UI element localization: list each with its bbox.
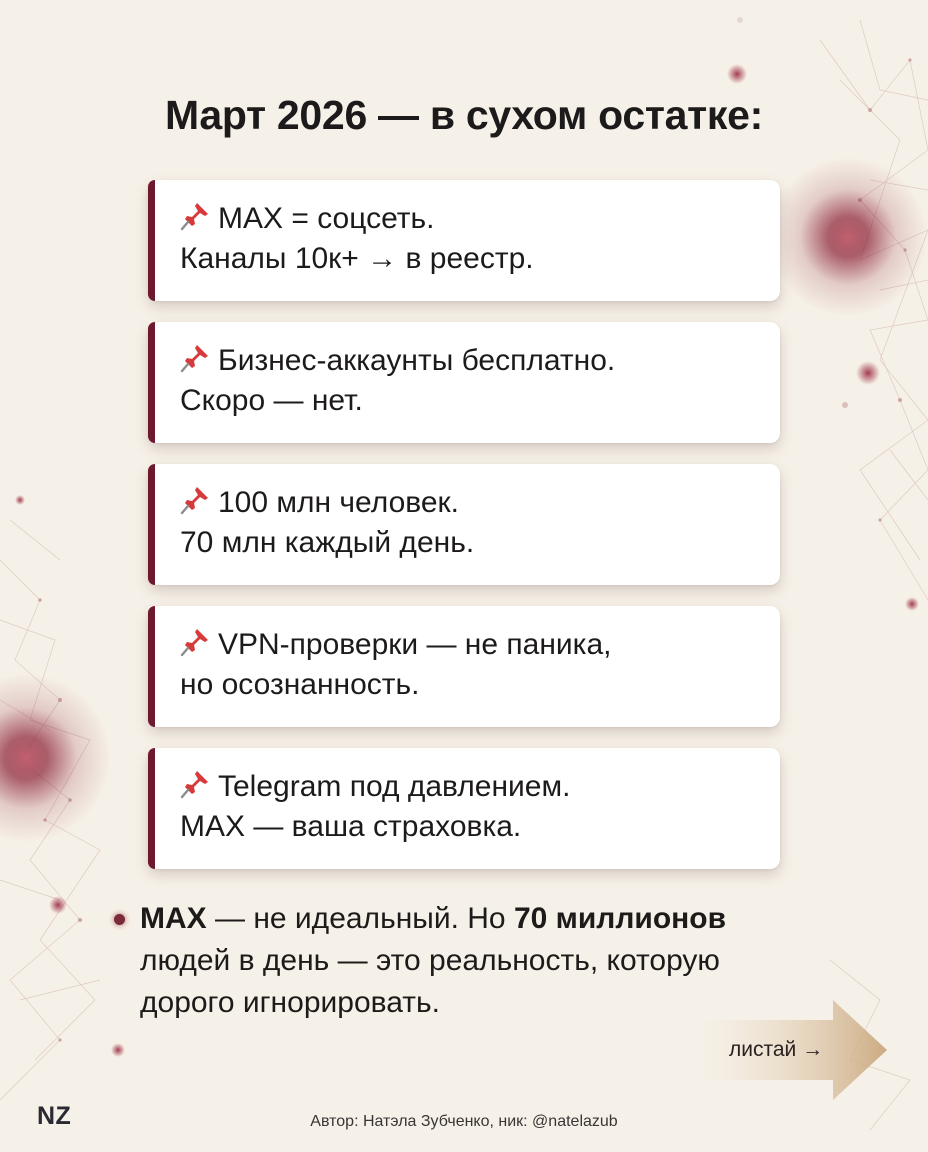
card-line-1: Бизнес-аккаунты бесплатно. xyxy=(218,344,616,377)
summary-text: — не идеальный. Но xyxy=(206,902,514,935)
card-line-2: МАХ — ваша страховка. xyxy=(180,810,522,843)
next-slide-button[interactable] xyxy=(705,1000,887,1100)
card-line-2: Каналы 10к+ → в реестр. xyxy=(180,242,534,275)
pushpin-icon xyxy=(180,343,210,373)
summary-card-1 xyxy=(148,180,780,301)
card-line-1: 100 млн человек. xyxy=(218,486,460,519)
summary-strong-max: МАХ xyxy=(140,902,207,935)
summary-bullet-dot xyxy=(114,914,125,925)
card-line-2: но осознанность. xyxy=(180,668,420,701)
card-line-1: Telegram под давлением. xyxy=(218,770,571,803)
pushpin-icon xyxy=(180,627,210,657)
summary-card-2 xyxy=(148,322,780,443)
summary-line-2: людей в день — это реальность, которую xyxy=(140,944,720,977)
brand-logo: NZ xyxy=(37,1102,72,1130)
card-line-1: МАХ = соцсеть. xyxy=(218,202,435,235)
pushpin-icon xyxy=(180,485,210,515)
summary-card-5 xyxy=(148,748,780,869)
card-line-2: Скоро — нет. xyxy=(180,384,363,417)
summary-card-4 xyxy=(148,606,780,727)
pushpin-icon xyxy=(180,769,210,799)
summary-line-3: дорого игнорировать. xyxy=(140,986,440,1019)
next-slide-label: листай → xyxy=(729,1038,824,1061)
card-line-1: VPN-проверки — не паника, xyxy=(218,628,612,661)
summary-strong-number: 70 миллионов xyxy=(513,902,727,935)
summary-card-3 xyxy=(148,464,780,585)
page-title: Март 2026 — в сухом остатке: xyxy=(165,92,763,138)
card-line-2: 70 млн каждый день. xyxy=(180,526,475,559)
pushpin-icon xyxy=(180,201,210,231)
author-credit: Автор: Натэла Зубченко, ник: @natelazub xyxy=(310,1113,618,1130)
